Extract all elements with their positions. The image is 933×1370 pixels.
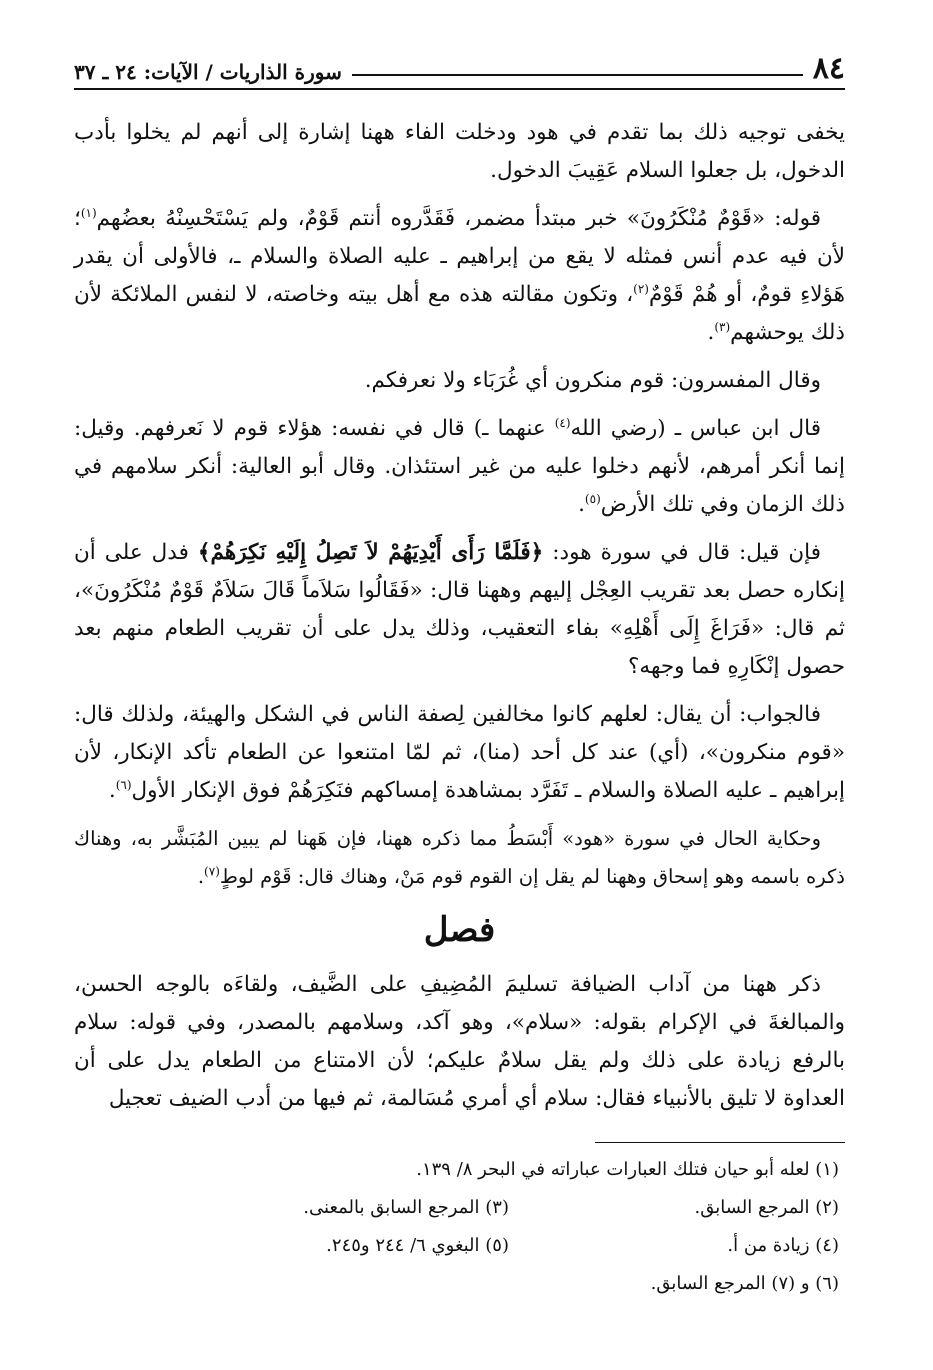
- paragraph-text: .: [197, 865, 205, 888]
- paragraph-text: فالجواب: أن يقال: لعلهم كانوا مخالفين لِصفة الناس في الشكل والهيئة، ولذلك قال: «قوم منكرون»، (أي) عند كل أحد (منا)، ثم لمّا امتنعوا عن الطعام تأكد الإنكار، لأن إبراهيم ـ عليه الصلاة والسلام ـ تَفَرَّد بمشاهدة إمساكهم فنَكِرَهُمْ فوق الإنكار الأول: [74, 702, 845, 803]
- paragraph-text: فدل على أن إنكاره حصل بعد تقريب العِجْل إليهم وههنا قال: «فَقَالُوا سَلاَماً قَالَ سَلاَمٌ قَوْمٌ مُنْكَرُونَ»، ثم قال: «فَرَاغَ إِلَى أَهْلِهِ» بفاء التعقيب، وذلك يدل على أن تقريب الطعام منهم بعد حصول إنْكَارِهِ فما وجهه؟: [74, 540, 845, 679]
- section-title: فصل: [423, 910, 496, 950]
- paragraph-text: ذكر ههنا من آداب الضيافة تسليمَ المُضِيفِ على الضَّيف، ولقاءَه بالوجه الحسن، والمبالغةَ في الإكرام بقوله: «سلام»، وهو آكد، وسلامهم بالمصدر، وفي قوله: سلام بالرفع زيادة على ذلك ولم يقل سلامٌ عليكم؛ لأن الامتناع من الطعام يدل على أن العداوة لا تليق بالأنبياء فقال: سلام أي أمري مُسَالمة، ثم فيها من أدب الضيف تعجيل: [74, 972, 846, 1111]
- footnote-ref: (٥): [584, 491, 601, 506]
- footnote-ref: (٣): [714, 319, 731, 334]
- footnote-divider: [595, 1142, 845, 1143]
- header-rule: [352, 74, 803, 76]
- paragraph-text: فإن قيل: قال في سورة هود:: [552, 540, 821, 565]
- footnote-ref: (٢): [633, 281, 649, 296]
- footnote-1: (١) لعله أبو حيان فتلك العبارات عباراته في البحر ٨/ ١٣٩.: [416, 1159, 839, 1180]
- paragraph-7: [74, 820, 845, 896]
- paragraph-text: يخفى توجيه ذلك بما تقدم في هود ودخلت الفاء ههنا إشارة إلى أنهم لم يخلوا بأدب الدخول، بل جعلوا السلام عَقِيبَ الدخول.: [74, 120, 845, 183]
- paragraph-text: .: [108, 778, 116, 803]
- quran-verse: ﴿فَلَمَّا رَأَى أَيْدِيَهُمْ لاَ تَصِلُ إِلَيْهِ نَكِرَهُمْ﴾: [197, 540, 544, 565]
- main-text: [74, 114, 845, 1118]
- footnote-6-7: (٦) و (٧) المرجع السابق.: [650, 1273, 839, 1294]
- paragraph-text: وقال المفسرون: قوم منكرون أي غُرَبَاء ولا نعرفكم.: [364, 368, 821, 393]
- footnote-ref: (٦): [115, 777, 132, 792]
- paragraph-text: وحكاية الحال في سورة «هود» أَبْسَطُ مما ذكره ههنا، فإن هَهنا لم يبين المُبَشَّر به، وهناك ذكره باسمه وهو إسحاق وههنا لم يقل إن القوم قوم مَنْ، وهناك قال: قَوْم لوطٍ: [74, 827, 845, 888]
- paragraph-text: .: [578, 492, 585, 517]
- footnote-row: [74, 1231, 839, 1261]
- paragraph-3: [74, 362, 845, 400]
- paragraph-2: [74, 200, 845, 352]
- paragraph-6: [74, 696, 845, 810]
- footnote-row: [74, 1269, 839, 1299]
- paragraph-text: قوله: «قَوْمٌ مُنْكَرُونَ» خبر مبتدأ مضمر، فَقَدَّروه أنتم قَوْمٌ، ولم يَسْتَحْسِنْهُ بعضُهم: [96, 206, 821, 231]
- page-header: [74, 40, 845, 90]
- paragraph-8: [74, 966, 845, 1118]
- footnote-5: (٥) البغوي ٦/ ٢٤٤ و٢٤٥.: [326, 1235, 509, 1256]
- footnote-ref: (٧): [204, 864, 220, 879]
- paragraph-4: [74, 410, 845, 524]
- paragraph-text: ؛ لأن فيه عدم أنس فمثله لا يقع من إبراهيم ـ عليه الصلاة والسلام ـ، فالأولى أن يقدر هَؤلاءِ قومٌ، أو هُمْ قَوْمٌ: [74, 206, 845, 307]
- footnote-2: (٢) المرجع السابق.: [694, 1197, 839, 1218]
- footnote-ref: (١): [80, 205, 97, 220]
- footnote-row: [74, 1155, 839, 1185]
- footnotes: [74, 1155, 845, 1299]
- paragraph-1: [74, 114, 845, 190]
- paragraph-text: ، وتكون مقالته هذه مع أهل بيته وخاصته، لا لنفس الملائكة لأن ذلك يوحشهم: [74, 282, 845, 345]
- running-head: سورة الذاريات / الآيات: ٢٤ ـ ٣٧: [74, 60, 342, 84]
- footnote-row: [74, 1193, 839, 1223]
- page-number: ٨٤: [812, 51, 845, 86]
- footnote-4: (٤) زيادة من أ.: [727, 1235, 839, 1256]
- footnote-3: (٣) المرجع السابق بالمعنى.: [303, 1197, 509, 1218]
- paragraph-5: [74, 534, 845, 686]
- paragraph-text: .: [707, 320, 715, 345]
- paragraph-text: قال ابن عباس ـ (رضي الله: [570, 416, 821, 441]
- footnote-ref: (٤): [554, 415, 571, 430]
- paragraph-text: عنهما ـ) قال في نفسه: هؤلاء قوم لا نَعرفهم. وقيل: إنما أنكر أمرهم، لأنهم دخلوا عليه من غير استئذان. وقال أبو العالية: أنكر سلامهم في ذلك الزمان وفي تلك الأرض: [74, 416, 845, 517]
